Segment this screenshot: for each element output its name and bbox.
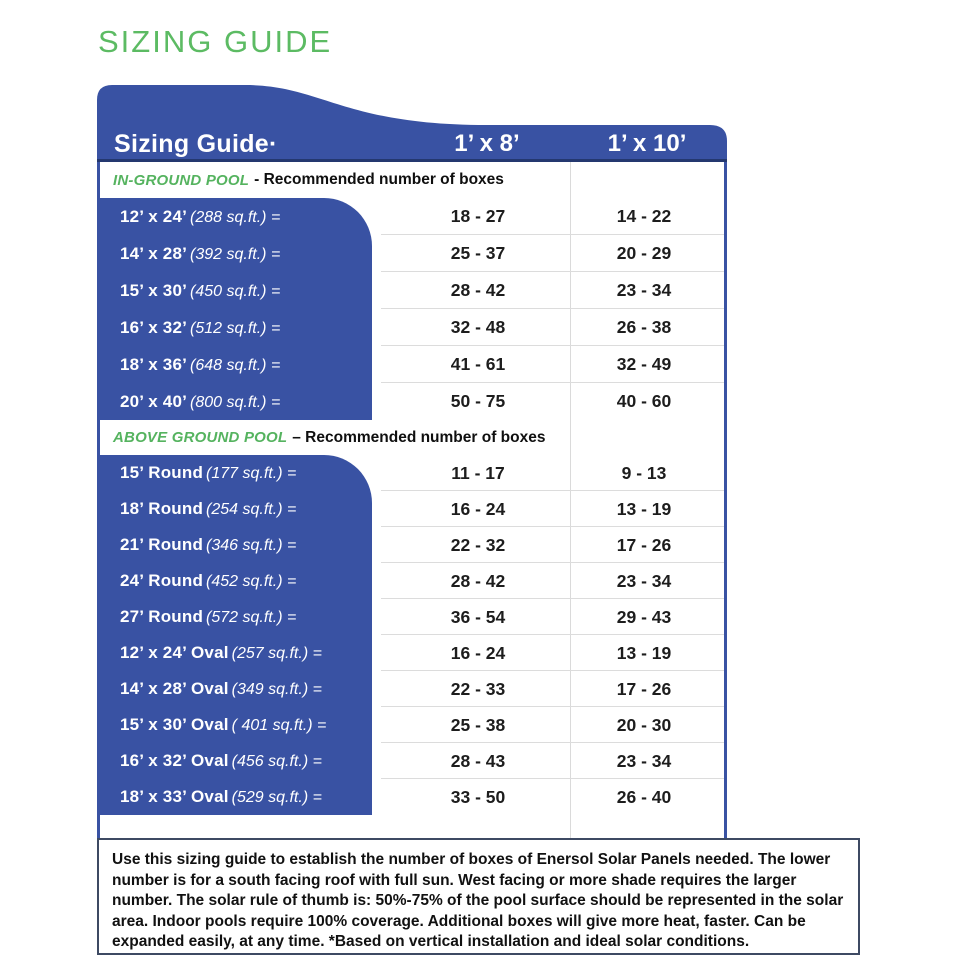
section-rows	[100, 198, 724, 420]
pool-area: (648 sq.ft.) =	[190, 356, 281, 374]
pool-size-label	[100, 463, 372, 483]
pool-area: (257 sq.ft.) =	[231, 645, 322, 662]
pool-size-label	[100, 244, 372, 264]
table-row	[100, 563, 724, 599]
pool-area: (346 sq.ft.) =	[206, 537, 297, 554]
boxes-1x10-value: 26 - 40	[616, 786, 672, 807]
pool-size-label	[100, 355, 372, 375]
pool-size-label	[100, 499, 372, 519]
boxes-1x10-value: 20 - 29	[616, 243, 672, 263]
boxes-1x8-value: 16 - 24	[450, 642, 506, 663]
pool-area: (512 sq.ft.) =	[190, 319, 281, 337]
pool-size-label	[100, 643, 372, 663]
table-title: Sizing Guide·	[114, 130, 278, 158]
table-row	[100, 383, 724, 420]
boxes-1x10-value: 40 - 60	[616, 391, 672, 411]
table-row	[100, 235, 724, 272]
boxes-1x10-value: 20 - 30	[616, 714, 672, 735]
pool-area: (349 sq.ft.) =	[231, 681, 322, 698]
table-row	[100, 272, 724, 309]
boxes-1x8-value: 32 - 48	[450, 317, 506, 337]
pool-section	[100, 162, 724, 420]
boxes-1x10-value: 23 - 34	[616, 280, 672, 300]
table-row	[100, 779, 724, 815]
boxes-1x8-value: 25 - 37	[450, 243, 506, 263]
section-title: IN-GROUND POOL	[113, 171, 250, 189]
pool-area: (456 sq.ft.) =	[231, 753, 322, 770]
section-rows	[100, 455, 724, 815]
pool-dimensions: 18’ x 36’	[120, 354, 188, 374]
pool-dimensions: 24’ Round	[120, 571, 204, 590]
table-row	[100, 743, 724, 779]
boxes-1x10-value: 14 - 22	[616, 206, 672, 226]
table-row	[100, 455, 724, 491]
table-row	[100, 527, 724, 563]
pool-dimensions: 15’ x 30’	[120, 280, 188, 300]
pool-area: (288 sq.ft.) =	[190, 208, 281, 226]
pool-area: (177 sq.ft.) =	[206, 465, 297, 482]
boxes-1x8-value: 11 - 17	[451, 462, 505, 483]
pool-dimensions: 21’ Round	[120, 535, 204, 554]
pool-area: (452 sq.ft.) =	[206, 573, 297, 590]
pool-section	[100, 420, 724, 815]
boxes-1x10-value: 26 - 38	[616, 317, 672, 337]
pool-size-label	[100, 281, 372, 301]
pool-area: (450 sq.ft.) =	[190, 282, 281, 300]
boxes-1x8-value: 22 - 33	[450, 678, 506, 699]
section-note: – Recommended number of boxes	[292, 428, 546, 446]
table-row	[100, 309, 724, 346]
pool-size-label	[100, 607, 372, 627]
pool-dimensions: 12’ x 24’	[120, 206, 188, 226]
section-title: ABOVE GROUND POOL	[113, 429, 288, 446]
pool-size-label	[100, 571, 372, 591]
pool-dimensions: 18’ x 33’ Oval	[120, 787, 229, 806]
pool-dimensions: 15’ Round	[120, 463, 204, 482]
table-body	[97, 162, 727, 838]
boxes-1x8-value: 50 - 75	[450, 391, 506, 411]
boxes-1x10-value: 13 - 19	[616, 642, 672, 663]
boxes-1x10-value: 17 - 26	[616, 534, 672, 555]
section-note: - Recommended number of boxes	[254, 171, 504, 188]
pool-area: (254 sq.ft.) =	[206, 501, 297, 518]
table-row	[100, 198, 724, 235]
boxes-1x10-value: 9 - 13	[621, 462, 667, 483]
pool-dimensions: 16’ x 32’	[120, 317, 188, 337]
column-header-1x10: 1’ x 10’	[607, 130, 687, 157]
table-row	[100, 671, 724, 707]
boxes-1x8-value: 18 - 27	[450, 206, 506, 226]
pool-area: (392 sq.ft.) =	[190, 245, 281, 263]
pool-area: (529 sq.ft.) =	[231, 789, 322, 806]
pool-size-label	[100, 751, 372, 771]
pool-size-label	[100, 787, 372, 807]
footer-note-text: Use this sizing guide to establish the number of boxes of Enersol Solar Panels needed. The lower number is for a south facing roof with full sun. West facing or more shade requires the larger number. The solar rule of thumb is: 50%-75% of the pool surface should be represented in the solar area. Indoor pools require 100% coverage. Additional boxes will give more heat, faster. Can be expanded easily, at any time. *Based on vertical installation and ideal solar conditions.	[112, 851, 844, 951]
boxes-1x10-value: 17 - 26	[616, 678, 672, 699]
pool-size-label	[100, 318, 372, 338]
boxes-1x8-value: 36 - 54	[450, 606, 506, 627]
section-header	[100, 420, 724, 455]
pool-area: (572 sq.ft.) =	[206, 609, 297, 626]
boxes-1x10-value: 23 - 34	[616, 570, 672, 591]
table-row	[100, 707, 724, 743]
pool-dimensions: 15’ x 30’ Oval	[120, 715, 229, 734]
boxes-1x10-value: 29 - 43	[616, 606, 672, 627]
pool-size-label	[100, 679, 372, 699]
section-header	[100, 162, 724, 198]
boxes-1x10-value: 13 - 19	[616, 498, 672, 519]
pool-dimensions: 27’ Round	[120, 607, 204, 626]
pool-dimensions: 12’ x 24’ Oval	[120, 643, 229, 662]
page-title: SIZING GUIDE	[98, 24, 333, 59]
sections-container	[100, 162, 724, 815]
table-row	[100, 599, 724, 635]
boxes-1x8-value: 22 - 32	[450, 534, 506, 555]
pool-size-label	[100, 535, 372, 555]
sizing-table-card	[97, 85, 727, 838]
boxes-1x8-value: 28 - 43	[450, 750, 506, 771]
boxes-1x8-value: 16 - 24	[450, 498, 506, 519]
pool-dimensions: 16’ x 32’ Oval	[120, 751, 229, 770]
table-row	[100, 491, 724, 527]
pool-area: ( 401 sq.ft.) =	[231, 717, 327, 734]
table-row	[100, 635, 724, 671]
boxes-1x10-value: 32 - 49	[616, 354, 672, 374]
column-header-1x8: 1’ x 8’	[454, 130, 520, 157]
pool-size-label	[100, 392, 372, 412]
boxes-1x10-value: 23 - 34	[616, 750, 672, 771]
pool-dimensions: 20’ x 40’	[120, 391, 188, 411]
pool-dimensions: 18’ Round	[120, 499, 204, 518]
pool-size-label	[100, 715, 372, 735]
table-row	[100, 346, 724, 383]
boxes-1x8-value: 33 - 50	[450, 786, 506, 807]
boxes-1x8-value: 25 - 38	[450, 714, 506, 735]
pool-dimensions: 14’ x 28’	[120, 243, 188, 263]
boxes-1x8-value: 28 - 42	[450, 570, 506, 591]
pool-area: (800 sq.ft.) =	[190, 393, 281, 411]
pool-dimensions: 14’ x 28’ Oval	[120, 679, 229, 698]
boxes-1x8-value: 28 - 42	[450, 280, 506, 300]
footer-note-box	[97, 838, 860, 955]
boxes-1x8-value: 41 - 61	[450, 354, 506, 374]
pool-size-label	[100, 207, 372, 227]
